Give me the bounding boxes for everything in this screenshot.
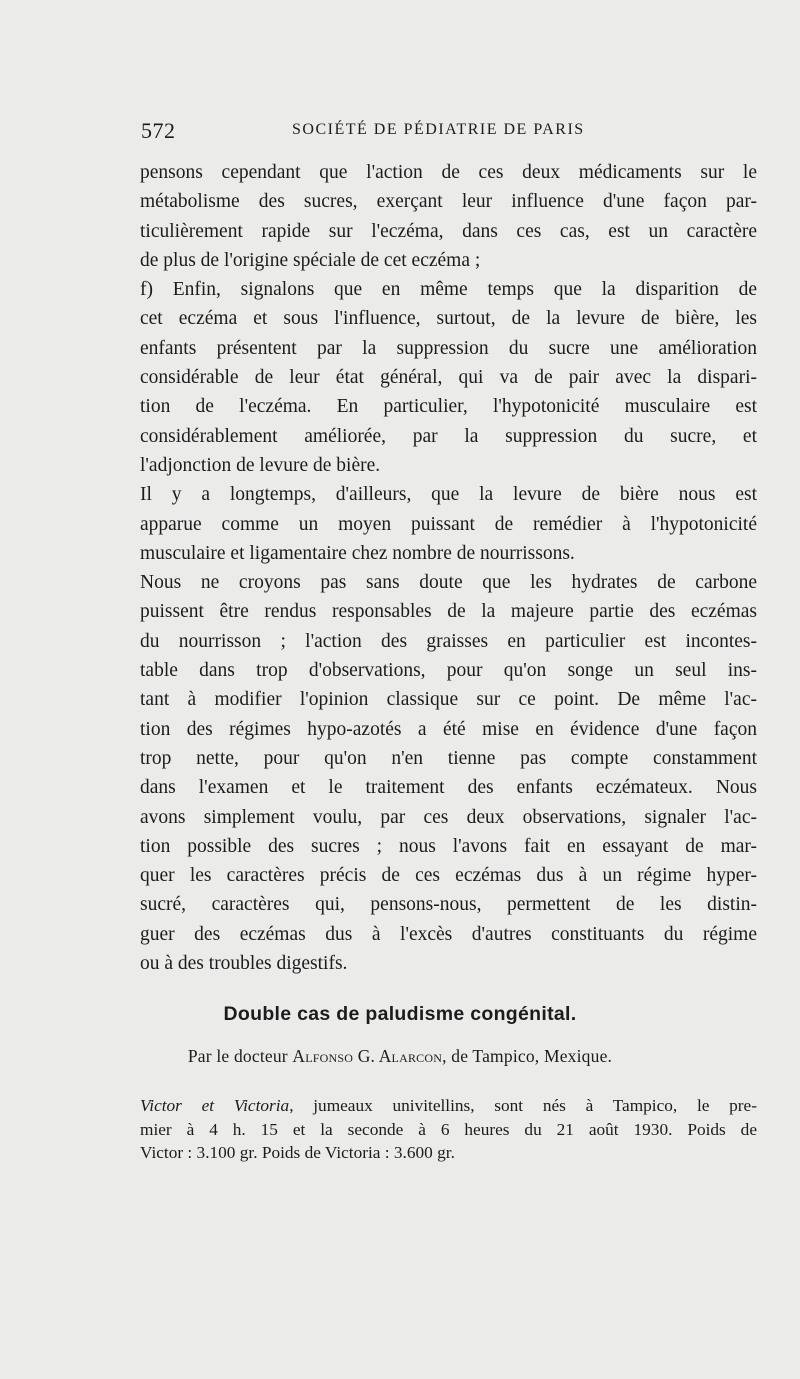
text-line: Nous ne croyons pas sans doute que les hydrates de carbone bbox=[140, 572, 757, 594]
text-line: de plus de l'origine spéciale de cet eczéma ; bbox=[140, 249, 481, 271]
running-head: SOCIÉTÉ DE PÉDIATRIE DE PARIS bbox=[292, 121, 585, 138]
text-line: tant à modifier l'opinion classique sur ce point. De même l'ac- bbox=[140, 689, 757, 711]
text-line: considérablement améliorée, par la suppression du sucre, et bbox=[140, 425, 757, 447]
text-line: ticulièrement rapide sur l'eczéma, dans ces cas, est un caractère bbox=[140, 220, 757, 242]
text-line: avons simplement voulu, par ces deux observations, signaler l'ac- bbox=[140, 806, 757, 828]
text-line: table dans trop d'observations, pour qu'on songe un seul ins- bbox=[140, 660, 757, 682]
byline-suffix: , de Tampico, Mexique. bbox=[442, 1046, 613, 1066]
text-line: considérable de leur état général, qui va de pair avec la dispari- bbox=[140, 367, 757, 389]
text-line: cet eczéma et sous l'influence, surtout, de la levure de bière, les bbox=[140, 308, 757, 330]
author-name: Alfonso G. Alarcon bbox=[292, 1046, 443, 1066]
text-line: quer les caractères précis de ces eczémas dus à un régime hyper- bbox=[140, 865, 757, 887]
text-line: tion possible des sucres ; nous l'avons fait en essayant de mar- bbox=[140, 835, 757, 857]
text-line: Victor : 3.100 gr. Poids de Victoria : 3.600 gr. bbox=[140, 1143, 455, 1162]
text-line: mier à 4 h. 15 et la seconde à 6 heures du 21 août 1930. Poids de bbox=[140, 1119, 757, 1139]
text-line: ou à des troubles digestifs. bbox=[140, 953, 348, 975]
article-title: Double cas de paludisme congénital. bbox=[223, 1003, 577, 1025]
text-line: trop nette, pour qu'on n'en tienne pas compte constamment bbox=[140, 747, 757, 769]
text-line: sucré, caractères qui, pensons-nous, permettent de les distin- bbox=[140, 894, 757, 916]
text-line: dans l'examen et le traitement des enfants eczémateux. Nous bbox=[140, 777, 757, 799]
text-line: métabolisme des sucres, exerçant leur influence d'une façon par- bbox=[140, 191, 757, 213]
text-line: f) Enfin, signalons que en même temps que la disparition de bbox=[140, 279, 757, 301]
text-line: tion des régimes hypo-azotés a été mise en évidence d'une façon bbox=[140, 718, 757, 740]
article-text bbox=[140, 1094, 757, 1165]
text-line: guer des eczémas dus à l'excès d'autres constituants du régime bbox=[140, 923, 757, 945]
text-line: l'adjonction de levure de bière. bbox=[140, 454, 381, 476]
text-line: musculaire et ligamentaire chez nombre de nourrissons. bbox=[140, 542, 575, 564]
text-line: puissent être rendus responsables de la majeure partie des eczémas bbox=[140, 601, 757, 623]
text-line: tion de l'eczéma. En particulier, l'hypotonicité musculaire est bbox=[140, 396, 757, 418]
body-text bbox=[140, 158, 757, 978]
text-line: Il y a longtemps, d'ailleurs, que la levure de bière nous est bbox=[140, 484, 757, 506]
page-number: 572 bbox=[141, 118, 176, 143]
text-line: apparue comme un moyen puissant de remédier à l'hypotonicité bbox=[140, 513, 757, 535]
byline-prefix: Par le docteur bbox=[187, 1046, 293, 1066]
byline bbox=[0, 1046, 800, 1067]
text-line bbox=[140, 1094, 757, 1118]
patient-names: Victor et Victoria bbox=[140, 1096, 290, 1115]
text-line: pensons cependant que l'action de ces deux médicaments sur le bbox=[140, 162, 757, 183]
first-line-rest: , jumeaux univitellins, sont nés à Tampico, le pre- bbox=[289, 1096, 757, 1115]
text-line: enfants présentent par la suppression du sucre une amélioration bbox=[140, 337, 757, 359]
text-line: du nourrisson ; l'action des graisses en particulier est incontes- bbox=[140, 630, 757, 652]
